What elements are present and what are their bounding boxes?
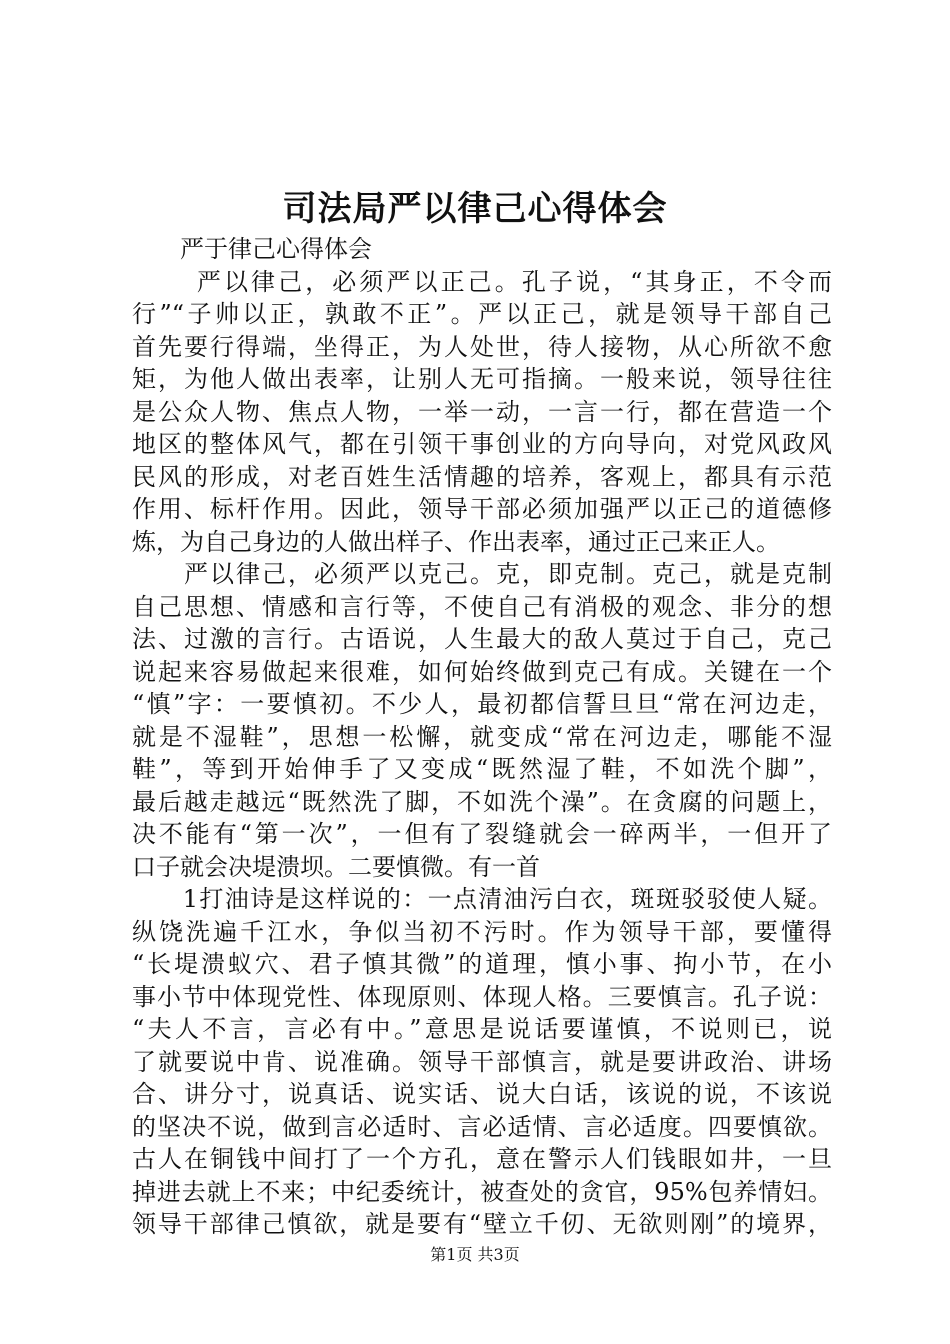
body-line: 口子就会决堤溃坝。二要慎微。有一首 bbox=[132, 852, 540, 881]
body-line: 鞋”，等到开始伸手了又变成“既然湿了鞋，不如洗个脚”， bbox=[132, 755, 832, 783]
body-line: 事小节中体现党性、体现原则、体现人格。三要慎言。孔子说： bbox=[132, 982, 832, 1011]
body-line: 严于律己心得体会 bbox=[132, 235, 372, 263]
body-line: 严以律己，必须严以正己。孔子说，“其身正，不令而 bbox=[132, 267, 832, 296]
body-line: 炼，为自己身边的人做出样子、作出表率，通过正己来正人。 bbox=[132, 527, 780, 556]
body-line: 最后越走越远“既然洗了脚，不如洗个澡”。在贪腐的问题上， bbox=[132, 787, 832, 816]
body-line: 古人在铜钱中间打了一个方孔，意在警示人们钱眼如井，一旦 bbox=[132, 1145, 832, 1173]
body-line: 地区的整体风气，都在引领干事创业的方向导向，对党风政风 bbox=[132, 430, 832, 458]
body-line: 法、过激的言行。古语说，人生最大的敌人莫过于自己，克己 bbox=[132, 625, 832, 653]
body-line: 首先要行得端，坐得正，为人处世，待人接物，从心所欲不愈 bbox=[132, 332, 832, 361]
body-line: 纵饶洗遍千江水，争似当初不污时。作为领导干部，要懂得 bbox=[132, 917, 832, 946]
body-line: 是公众人物、焦点人物，一举一动，一言一行，都在营造一个 bbox=[132, 397, 832, 426]
body-line: 民风的形成，对老百姓生活情趣的培养，客观上，都具有示范 bbox=[132, 462, 832, 491]
body-line: 的坚决不说，做到言必适时、言必适情、言必适度。四要慎欲。 bbox=[132, 1112, 832, 1141]
body-line: 严以律己，必须严以克己。克，即克制。克己，就是克制 bbox=[132, 560, 832, 588]
body-line: 1打油诗是这样说的：一点清油污白衣，斑斑驳驳使人疑。 bbox=[132, 885, 832, 913]
body-line: “夫人不言，言必有中。”意思是说话要谨慎，不说则已，说 bbox=[132, 1015, 832, 1043]
body-line: 决不能有“第一次”，一但有了裂缝就会一碎两半，一但开了 bbox=[132, 820, 832, 848]
body-line: “慎”字：一要慎初。不少人，最初都信誓旦旦“常在河边走， bbox=[132, 690, 832, 718]
body-line: 行”“子帅以正，孰敢不正”。严以正己，就是领导干部自己 bbox=[132, 300, 832, 328]
body-line: 作用、标杆作用。因此，领导干部必须加强严以正己的道德修 bbox=[132, 495, 832, 523]
body-line: 掉进去就上不来；中纪委统计，被查处的贪官，95%包养情妇。 bbox=[132, 1177, 832, 1206]
body-line: 说起来容易做起来很难，如何始终做到克己有成。关键在一个 bbox=[132, 657, 832, 686]
body-line: 了就要说中肯、说准确。领导干部慎言，就是要讲政治、讲场 bbox=[132, 1047, 832, 1076]
body-line: 就是不湿鞋”，思想一松懈，就变成“常在河边走，哪能不湿 bbox=[132, 722, 832, 751]
body-line: 矩，为他人做出表率，让别人无可指摘。一般来说，领导往往 bbox=[132, 365, 832, 393]
body-line: 领导干部律己慎欲，就是要有“壁立千仞、无欲则刚”的境界， bbox=[132, 1210, 832, 1238]
document-title: 司法局严以律己心得体会 bbox=[282, 189, 668, 229]
body-line: “长堤溃蚁穴、君子慎其微”的道理，慎小事、拘小节，在小 bbox=[132, 950, 832, 978]
body-line: 自己思想、情感和言行等，不使自己有消极的观念、非分的想 bbox=[132, 592, 832, 621]
document-body bbox=[132, 233, 832, 1241]
body-line: 合、讲分寸，说真话、说实话、说大白话，该说的说，不该说 bbox=[132, 1080, 832, 1108]
page-number: 第1页 共3页 bbox=[430, 1245, 520, 1264]
